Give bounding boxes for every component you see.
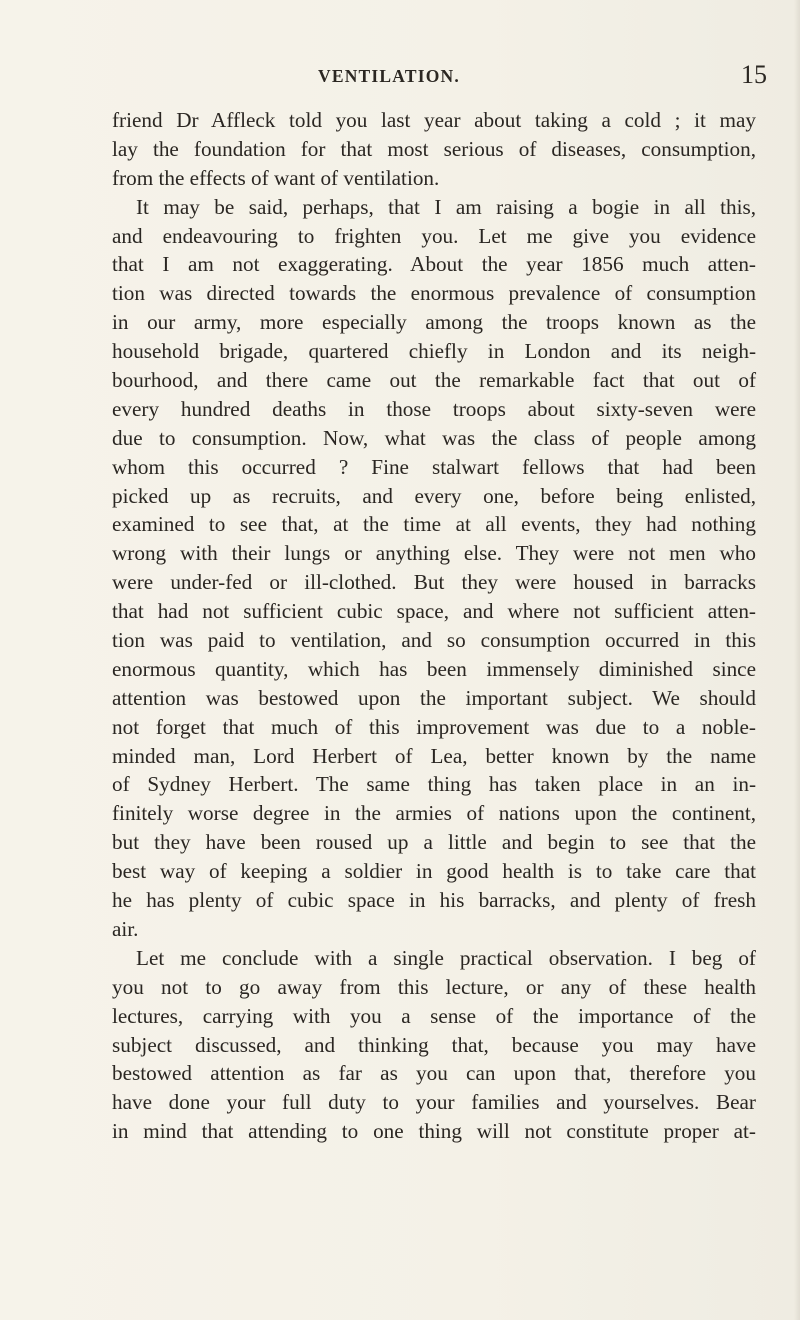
text-line: have done your full duty to your families and yourselves. Bear [112, 1090, 756, 1115]
text-line: bourhood, and there came out the remarkable fact that out of [112, 368, 756, 393]
page-number: 15 [741, 60, 767, 89]
text-line: enormous quantity, which has been immensely diminished since [112, 656, 756, 681]
text-line: friend Dr Affleck told you last year about taking a cold ; it may [112, 108, 756, 132]
text-line: examined to see that, at the time at all events, they had nothing [112, 512, 756, 537]
text-line: due to consumption. Now, what was the class of people among [112, 425, 756, 450]
running-title: VENTILATION. [318, 66, 460, 86]
text-line: that I am not exaggerating. About the year 1856 much atten- [112, 252, 756, 277]
text-line: he has plenty of cubic space in his barracks, and plenty of fresh [112, 888, 756, 913]
text-line: bestowed attention as far as you can upon that, therefore you [112, 1061, 756, 1086]
text-line: not forget that much of this improvement was due to a noble- [112, 714, 756, 739]
text-line: Let me conclude with a single practical observation. I beg of [136, 945, 756, 970]
text-line: lay the foundation for that most serious of diseases, consumption, [112, 136, 756, 161]
text-line: air. [112, 916, 139, 941]
text-line: tion was directed towards the enormous prevalence of consumption [112, 281, 756, 306]
text-line: best way of keeping a soldier in good health is to take care that [112, 859, 756, 884]
text-line: were under-fed or ill-clothed. But they were housed in barracks [112, 570, 756, 595]
text-line: picked up as recruits, and every one, before being enlisted, [112, 483, 756, 508]
text-line: wrong with their lungs or anything else. They were not men who [112, 541, 756, 566]
page-edge-shadow [794, 0, 800, 1320]
text-line: finitely worse degree in the armies of nations upon the continent, [112, 801, 756, 826]
text-line: from the effects of want of ventilation. [112, 165, 440, 190]
text-line: that had not sufficient cubic space, and where not sufficient atten- [112, 599, 756, 624]
text-line: It may be said, perhaps, that I am raising a bogie in all this, [136, 194, 756, 219]
text-line: whom this occurred ? Fine stalwart fellows that had been [112, 454, 756, 479]
text-line: minded man, Lord Herbert of Lea, better known by the name [112, 743, 756, 768]
text-line: you not to go away from this lecture, or any of these health [112, 974, 756, 999]
text-line: attention was bestowed upon the important subject. We should [112, 685, 756, 710]
text-line: and endeavouring to frighten you. Let me give you evidence [112, 223, 756, 248]
text-line: in our army, more especially among the troops known as the [112, 310, 756, 335]
text-line: of Sydney Herbert. The same thing has taken place in an in- [112, 772, 756, 797]
text-line: household brigade, quartered chiefly in London and its neigh- [112, 339, 756, 364]
text-line: subject discussed, and thinking that, because you may have [112, 1032, 756, 1057]
text-line: but they have been roused up a little and begin to see that the [112, 830, 756, 855]
text-line: lectures, carrying with you a sense of the importance of the [112, 1003, 756, 1028]
running-head [0, 62, 800, 92]
body-text [112, 106, 756, 1146]
text-line: every hundred deaths in those troops about sixty-seven were [112, 396, 756, 421]
text-line: tion was paid to ventilation, and so consumption occurred in this [112, 628, 756, 653]
text-line: in mind that attending to one thing will not constitute proper at- [112, 1119, 756, 1144]
